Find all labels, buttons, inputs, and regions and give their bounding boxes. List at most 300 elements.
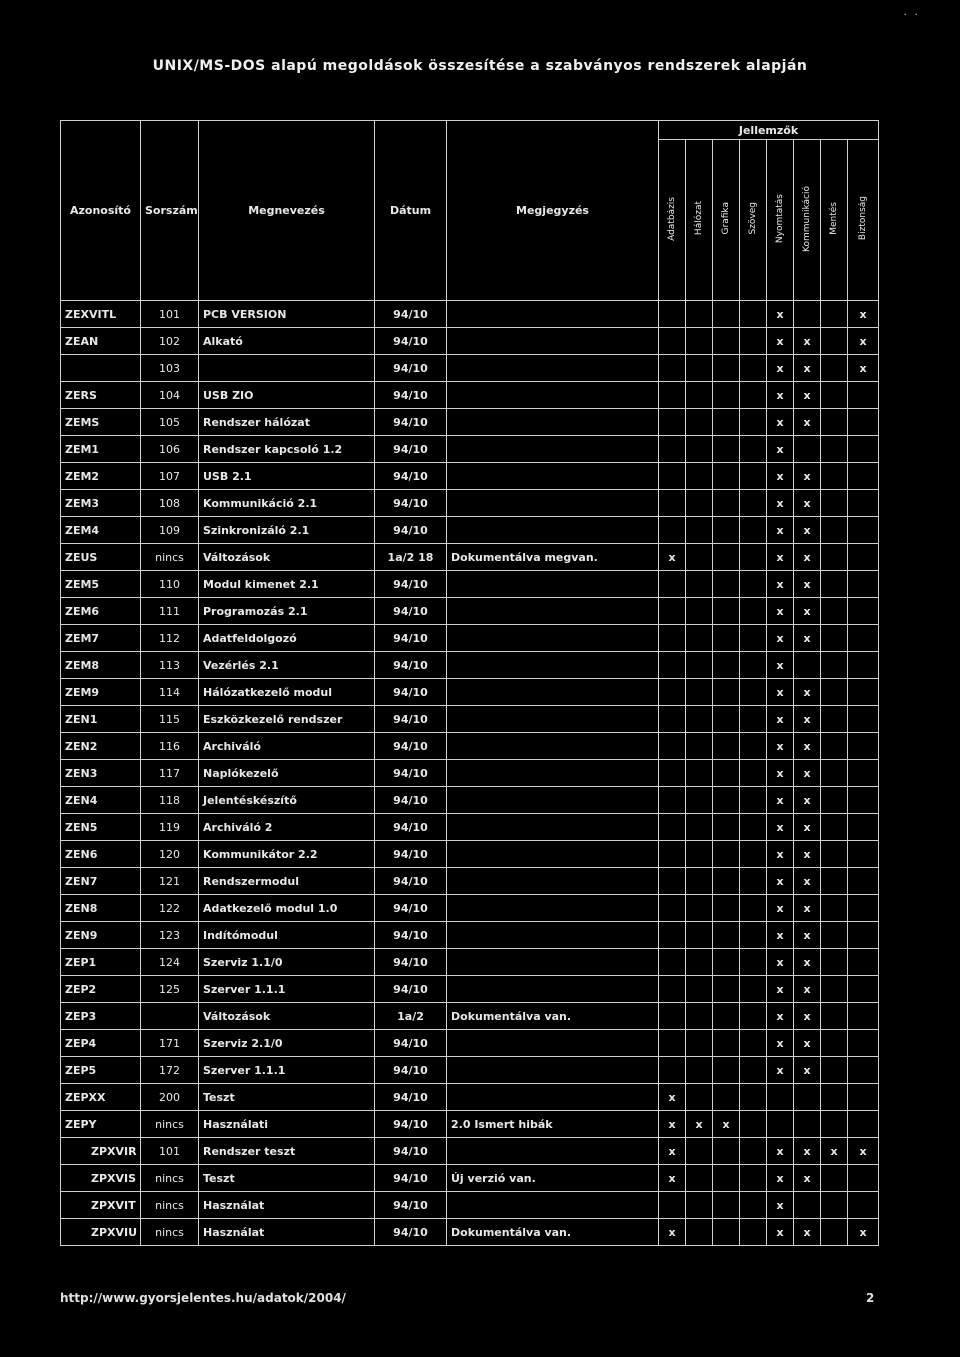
row-mark (740, 382, 767, 409)
flag-header-label: Adatbázis (667, 196, 677, 241)
row-mark (821, 922, 848, 949)
row-mark (659, 571, 686, 598)
row-num: 200 (141, 1084, 199, 1111)
row-date: 94/10 (375, 328, 447, 355)
table-row (61, 1165, 879, 1192)
table-row (61, 868, 879, 895)
row-note (447, 922, 659, 949)
row-note (447, 868, 659, 895)
row-note: Dokumentálva van. (447, 1003, 659, 1030)
row-mark (848, 814, 879, 841)
row-mark (713, 1165, 740, 1192)
row-code: ZEN9 (61, 922, 141, 949)
row-name: Használat (199, 1192, 375, 1219)
row-date: 94/10 (375, 355, 447, 382)
row-mark (686, 1192, 713, 1219)
flag-header (821, 140, 848, 301)
row-date: 94/10 (375, 652, 447, 679)
row-num: 107 (141, 463, 199, 490)
table-row (61, 490, 879, 517)
row-mark (686, 544, 713, 571)
row-mark: x (848, 355, 879, 382)
flag-header (659, 140, 686, 301)
row-mark: x (794, 490, 821, 517)
row-mark (659, 301, 686, 328)
row-num: nincs (141, 1219, 199, 1246)
flag-header (794, 140, 821, 301)
row-mark (848, 382, 879, 409)
row-mark: x (767, 868, 794, 895)
row-num: 121 (141, 868, 199, 895)
row-mark (848, 787, 879, 814)
row-code: ZEM2 (61, 463, 141, 490)
row-mark (848, 706, 879, 733)
row-mark: x (794, 760, 821, 787)
row-mark: x (794, 463, 821, 490)
row-mark (686, 490, 713, 517)
row-mark: x (794, 598, 821, 625)
row-code: ZEM7 (61, 625, 141, 652)
row-mark (821, 949, 848, 976)
row-mark (821, 490, 848, 517)
row-name: Szerviz 1.1/0 (199, 949, 375, 976)
row-mark (740, 733, 767, 760)
row-name: Kommunikátor 2.2 (199, 841, 375, 868)
row-num: nincs (141, 1165, 199, 1192)
row-num: 102 (141, 328, 199, 355)
row-mark (713, 841, 740, 868)
row-mark (740, 1165, 767, 1192)
table-row (61, 382, 879, 409)
row-mark: x (767, 679, 794, 706)
row-mark (740, 1219, 767, 1246)
row-mark (713, 733, 740, 760)
row-mark (848, 1057, 879, 1084)
row-date: 94/10 (375, 625, 447, 652)
table-row (61, 787, 879, 814)
row-note (447, 1084, 659, 1111)
row-code: ZEP4 (61, 1030, 141, 1057)
row-date: 94/10 (375, 571, 447, 598)
row-note (447, 841, 659, 868)
row-mark (740, 436, 767, 463)
row-note (447, 679, 659, 706)
row-mark (821, 301, 848, 328)
row-num: 124 (141, 949, 199, 976)
row-mark (848, 625, 879, 652)
row-mark (659, 787, 686, 814)
row-num: nincs (141, 1192, 199, 1219)
row-mark: x (767, 760, 794, 787)
row-date: 94/10 (375, 1111, 447, 1138)
row-mark (686, 1219, 713, 1246)
row-mark (686, 1138, 713, 1165)
row-name: Adatkezelő modul 1.0 (199, 895, 375, 922)
row-name: Alkató (199, 328, 375, 355)
row-mark (821, 463, 848, 490)
row-mark (740, 1057, 767, 1084)
row-mark (686, 679, 713, 706)
row-date: 94/10 (375, 436, 447, 463)
row-mark (740, 517, 767, 544)
row-mark (740, 625, 767, 652)
page-number: 2 (866, 1291, 875, 1305)
row-code: ZEN8 (61, 895, 141, 922)
row-mark (713, 1003, 740, 1030)
row-mark (713, 868, 740, 895)
row-mark (821, 436, 848, 463)
row-mark: x (794, 409, 821, 436)
row-mark (713, 706, 740, 733)
table-row (61, 1219, 879, 1246)
table-row (61, 1003, 879, 1030)
row-num: 117 (141, 760, 199, 787)
row-mark: x (659, 544, 686, 571)
row-code: ZPXVIS (61, 1165, 141, 1192)
row-mark (659, 625, 686, 652)
row-note: Új verzió van. (447, 1165, 659, 1192)
row-mark (740, 760, 767, 787)
row-note (447, 1192, 659, 1219)
row-mark: x (767, 1138, 794, 1165)
row-num: 171 (141, 1030, 199, 1057)
row-code: ZEM9 (61, 679, 141, 706)
row-date: 94/10 (375, 841, 447, 868)
row-mark: x (794, 868, 821, 895)
row-name: Rendszermodul (199, 868, 375, 895)
systems-table (60, 120, 879, 1246)
row-mark (713, 949, 740, 976)
row-name: PCB VERSION (199, 301, 375, 328)
row-mark (794, 652, 821, 679)
table-row (61, 949, 879, 976)
row-mark: x (794, 841, 821, 868)
row-mark (740, 787, 767, 814)
row-mark (821, 706, 848, 733)
table-row (61, 841, 879, 868)
row-mark (686, 814, 713, 841)
row-code: ZEN5 (61, 814, 141, 841)
row-name: Változások (199, 544, 375, 571)
row-date: 94/10 (375, 463, 447, 490)
row-name: Változások (199, 1003, 375, 1030)
row-mark (821, 571, 848, 598)
row-mark (848, 571, 879, 598)
row-date: 94/10 (375, 976, 447, 1003)
table-row (61, 571, 879, 598)
row-mark (659, 490, 686, 517)
row-mark (740, 1030, 767, 1057)
table-row (61, 922, 879, 949)
table-row (61, 328, 879, 355)
table-row (61, 598, 879, 625)
row-mark (659, 355, 686, 382)
row-mark (713, 625, 740, 652)
row-date: 94/10 (375, 733, 447, 760)
row-mark (821, 652, 848, 679)
row-name: Teszt (199, 1084, 375, 1111)
row-note (447, 652, 659, 679)
row-mark: x (767, 895, 794, 922)
row-note (447, 895, 659, 922)
row-num: 114 (141, 679, 199, 706)
row-num: nincs (141, 1111, 199, 1138)
row-mark (659, 1030, 686, 1057)
row-mark (821, 544, 848, 571)
row-mark (794, 1192, 821, 1219)
table-row (61, 1084, 879, 1111)
row-mark: x (767, 436, 794, 463)
row-mark (848, 1084, 879, 1111)
table-row (61, 760, 879, 787)
row-mark (740, 1003, 767, 1030)
row-mark (740, 409, 767, 436)
row-mark (713, 679, 740, 706)
row-mark (686, 652, 713, 679)
row-mark (848, 598, 879, 625)
row-mark (821, 1192, 848, 1219)
corner-mark: · · (903, 8, 920, 21)
row-code: ZEN3 (61, 760, 141, 787)
flag-header-label: Biztonság (858, 196, 869, 241)
row-num: 115 (141, 706, 199, 733)
row-mark (713, 1219, 740, 1246)
row-code: ZEPY (61, 1111, 141, 1138)
row-code: ZEM8 (61, 652, 141, 679)
row-mark (821, 760, 848, 787)
row-note (447, 517, 659, 544)
row-mark (686, 1003, 713, 1030)
row-name: Szerver 1.1.1 (199, 976, 375, 1003)
row-note (447, 625, 659, 652)
row-mark (740, 301, 767, 328)
row-mark (848, 517, 879, 544)
row-mark (713, 1138, 740, 1165)
row-mark (794, 1111, 821, 1138)
header-code: Azonosító (61, 121, 141, 301)
row-code: ZEM3 (61, 490, 141, 517)
row-mark: x (767, 1192, 794, 1219)
row-note (447, 598, 659, 625)
row-mark (821, 1003, 848, 1030)
row-num: 113 (141, 652, 199, 679)
row-mark (740, 895, 767, 922)
row-mark: x (794, 814, 821, 841)
row-mark: x (794, 895, 821, 922)
row-date: 1a/2 18 (375, 544, 447, 571)
row-mark (821, 355, 848, 382)
row-mark (821, 1030, 848, 1057)
row-mark (821, 382, 848, 409)
row-code: ZEM6 (61, 598, 141, 625)
data-table-sheet (60, 120, 878, 1239)
row-mark (659, 1057, 686, 1084)
table-row (61, 436, 879, 463)
row-code: ZEN2 (61, 733, 141, 760)
flag-header-label: Szöveg (748, 202, 758, 235)
table-row (61, 679, 879, 706)
row-mark (713, 787, 740, 814)
row-mark (848, 895, 879, 922)
row-mark (659, 436, 686, 463)
row-mark (659, 895, 686, 922)
row-date: 94/10 (375, 1030, 447, 1057)
row-mark (713, 571, 740, 598)
row-mark (740, 679, 767, 706)
row-name: Teszt (199, 1165, 375, 1192)
row-mark (659, 1192, 686, 1219)
row-date: 94/10 (375, 598, 447, 625)
row-mark: x (794, 976, 821, 1003)
row-mark (821, 328, 848, 355)
row-num: 125 (141, 976, 199, 1003)
row-mark (848, 409, 879, 436)
row-note (447, 949, 659, 976)
row-code: ZEP5 (61, 1057, 141, 1084)
row-num: 109 (141, 517, 199, 544)
row-code: ZPXVIT (61, 1192, 141, 1219)
row-note (447, 1030, 659, 1057)
row-mark (713, 382, 740, 409)
row-note (447, 706, 659, 733)
row-mark: x (794, 733, 821, 760)
row-name: Vezérlés 2.1 (199, 652, 375, 679)
row-mark (686, 382, 713, 409)
table-row (61, 706, 879, 733)
row-name: Archiváló (199, 733, 375, 760)
row-date: 94/10 (375, 382, 447, 409)
header-name: Megnevezés (199, 121, 375, 301)
row-mark (821, 598, 848, 625)
row-mark: x (767, 814, 794, 841)
row-name: Használati (199, 1111, 375, 1138)
row-mark (794, 1084, 821, 1111)
row-code: ZEUS (61, 544, 141, 571)
row-name: Rendszer kapcsoló 1.2 (199, 436, 375, 463)
row-mark (740, 328, 767, 355)
row-date: 94/10 (375, 1192, 447, 1219)
row-date: 94/10 (375, 706, 447, 733)
row-mark (740, 949, 767, 976)
row-name: Eszközkezelő rendszer (199, 706, 375, 733)
row-mark: x (794, 922, 821, 949)
row-mark (740, 1111, 767, 1138)
row-mark: x (794, 1030, 821, 1057)
row-note: 2.0 Ismert hibák (447, 1111, 659, 1138)
row-code: ZEPXX (61, 1084, 141, 1111)
row-note (447, 436, 659, 463)
table-row (61, 814, 879, 841)
row-mark (686, 922, 713, 949)
row-mark (686, 571, 713, 598)
row-note: Dokumentálva megvan. (447, 544, 659, 571)
row-note (447, 355, 659, 382)
row-mark (740, 544, 767, 571)
row-mark: x (794, 382, 821, 409)
row-name: USB 2.1 (199, 463, 375, 490)
row-note (447, 463, 659, 490)
row-name: Szinkronizáló 2.1 (199, 517, 375, 544)
row-note (447, 733, 659, 760)
table-row (61, 463, 879, 490)
row-mark: x (848, 1219, 879, 1246)
row-mark (713, 301, 740, 328)
row-date: 94/10 (375, 814, 447, 841)
row-mark (659, 598, 686, 625)
row-mark (821, 976, 848, 1003)
row-mark (740, 1138, 767, 1165)
row-mark (767, 1111, 794, 1138)
row-name: Szerver 1.1.1 (199, 1057, 375, 1084)
row-note (447, 328, 659, 355)
table-row (61, 733, 879, 760)
row-date: 94/10 (375, 1057, 447, 1084)
row-mark (686, 733, 713, 760)
row-date: 94/10 (375, 922, 447, 949)
row-mark: x (794, 544, 821, 571)
row-code: ZEN4 (61, 787, 141, 814)
row-mark (713, 490, 740, 517)
row-mark (848, 760, 879, 787)
row-date: 94/10 (375, 490, 447, 517)
row-mark (686, 949, 713, 976)
row-mark (713, 544, 740, 571)
row-mark (659, 463, 686, 490)
row-mark: x (767, 355, 794, 382)
row-num: 112 (141, 625, 199, 652)
row-date: 94/10 (375, 1084, 447, 1111)
row-mark (821, 787, 848, 814)
row-mark (848, 733, 879, 760)
row-name: Rendszer teszt (199, 1138, 375, 1165)
row-mark (821, 625, 848, 652)
row-code: ZEP2 (61, 976, 141, 1003)
row-mark: x (659, 1111, 686, 1138)
row-mark (740, 1084, 767, 1111)
row-mark (740, 571, 767, 598)
row-mark (659, 1003, 686, 1030)
row-code: ZEN1 (61, 706, 141, 733)
row-name: Programozás 2.1 (199, 598, 375, 625)
row-mark (740, 868, 767, 895)
row-mark (740, 922, 767, 949)
row-mark (848, 976, 879, 1003)
row-mark (659, 733, 686, 760)
row-name: Indítómodul (199, 922, 375, 949)
row-mark (767, 1084, 794, 1111)
row-num: 108 (141, 490, 199, 517)
row-mark (713, 922, 740, 949)
row-mark: x (767, 490, 794, 517)
row-date: 94/10 (375, 949, 447, 976)
row-mark (659, 922, 686, 949)
row-mark: x (794, 679, 821, 706)
row-date: 94/10 (375, 868, 447, 895)
row-mark (794, 301, 821, 328)
row-name: Hálózatkezelő modul (199, 679, 375, 706)
row-code: ZEXVITL (61, 301, 141, 328)
row-note (447, 571, 659, 598)
row-code: ZERS (61, 382, 141, 409)
row-code (61, 355, 141, 382)
row-mark (821, 895, 848, 922)
row-num: 119 (141, 814, 199, 841)
row-name (199, 355, 375, 382)
row-mark: x (767, 517, 794, 544)
row-mark (686, 895, 713, 922)
row-name: Jelentéskészítő (199, 787, 375, 814)
row-mark: x (794, 1003, 821, 1030)
